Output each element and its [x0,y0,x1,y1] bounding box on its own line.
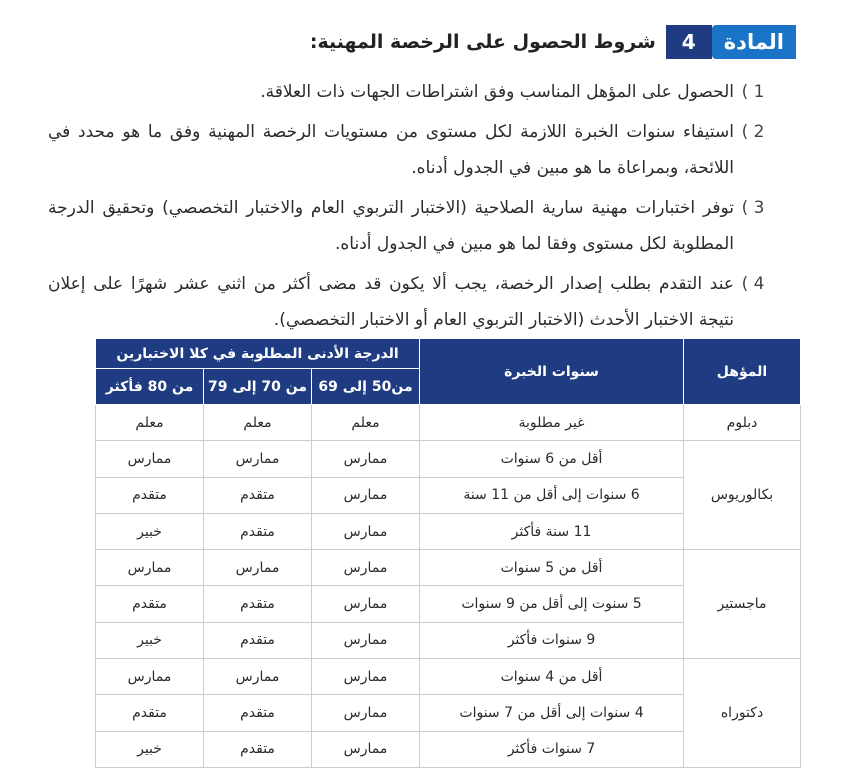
level-cell: متقدم [204,513,312,549]
header-score-range: من50 إلى 69 [312,369,420,405]
experience-cell: 11 سنة فأكثر [420,513,684,549]
level-cell: ممارس [312,441,420,477]
qualification-cell: دبلوم [684,405,801,441]
condition-text: توفر اختبارات مهنية سارية الصلاحية (الاختبار التربوي العام والاختبار التخصصي) وتحقيق الدرجة المطلوبة لكل مستوى وفقا لما هو مبين في الجدول أدناه. [48,198,734,254]
header-qualification: المؤهل [684,339,801,405]
experience-cell: 5 سنوت إلى أقل من 9 سنوات [420,586,684,622]
qualification-cell: بكالوريوس [684,441,801,550]
experience-cell: أقل من 5 سنوات [420,550,684,586]
level-cell: ممارس [204,659,312,695]
experience-cell: 9 سنوات فأكثر [420,622,684,658]
conditions-list [48,74,768,342]
level-cell: ممارس [312,622,420,658]
table-row [96,550,801,586]
condition-item [48,266,768,338]
level-cell: معلم [96,405,204,441]
level-cell: معلم [312,405,420,441]
level-cell: متقدم [96,477,204,513]
qualification-cell: دكتوراه [684,659,801,768]
condition-item [48,74,768,110]
condition-text: الحصول على المؤهل المناسب وفق اشتراطات الجهات ذات العلاقة. [260,82,734,102]
condition-number: 1 ) [741,82,765,102]
experience-cell: 7 سنوات فأكثر [420,731,684,767]
condition-item [48,114,768,186]
table-row [96,441,801,477]
level-cell: ممارس [204,441,312,477]
level-cell: ممارس [312,513,420,549]
article-title: شروط الحصول على الرخصة المهنية: [309,31,656,53]
level-cell: ممارس [312,477,420,513]
header-experience: سنوات الخبرة [420,339,684,405]
condition-text: استيفاء سنوات الخبرة اللازمة لكل مستوى من مستويات الرخصة المهنية وفق ما هو محدد في اللائحة، وبمراعاة ما هو مبين في الجدول أدناه. [48,122,734,178]
article-number: 4 [666,25,712,59]
level-cell: متقدم [96,695,204,731]
level-cell: ممارس [312,659,420,695]
table-row [96,405,801,441]
article-label: المادة [712,25,796,59]
level-cell: ممارس [312,731,420,767]
level-cell: معلم [204,405,312,441]
experience-cell: أقل من 6 سنوات [420,441,684,477]
table-row [96,659,801,695]
experience-cell: غير مطلوبة [420,405,684,441]
level-cell: ممارس [312,695,420,731]
level-cell: ممارس [312,586,420,622]
header-min-score: الدرجة الأدنى المطلوبة في كلا الاختبارين [96,339,420,369]
level-cell: متقدم [204,622,312,658]
level-cell: خبير [96,731,204,767]
experience-cell: أقل من 4 سنوات [420,659,684,695]
experience-cell: 6 سنوات إلى أقل من 11 سنة [420,477,684,513]
level-cell: ممارس [96,659,204,695]
condition-number: 4 ) [741,274,765,294]
article-header [310,24,796,60]
level-cell: ممارس [312,550,420,586]
level-cell: خبير [96,622,204,658]
header-score-range: من 80 فأكثر [96,369,204,405]
condition-number: 3 ) [741,198,765,218]
level-cell: متقدم [96,586,204,622]
level-cell: متقدم [204,477,312,513]
condition-text: عند التقدم بطلب إصدار الرخصة، يجب ألا يكون قد مضى أكثر من اثني عشر شهرًا على إعلان نتيجة الاختبار الأحدث (الاختبار التربوي العام أو الاختبار التخصصي). [48,274,734,330]
experience-cell: 4 سنوات إلى أقل من 7 سنوات [420,695,684,731]
level-cell: خبير [96,513,204,549]
header-score-range: من 70 إلى 79 [204,369,312,405]
condition-item [48,190,768,262]
level-cell: ممارس [204,550,312,586]
level-cell: متقدم [204,695,312,731]
condition-number: 2 ) [741,122,765,142]
level-cell: ممارس [96,441,204,477]
level-cell: متقدم [204,731,312,767]
level-cell: متقدم [204,586,312,622]
qualification-cell: ماجستير [684,550,801,659]
requirements-table [95,338,801,768]
level-cell: ممارس [96,550,204,586]
